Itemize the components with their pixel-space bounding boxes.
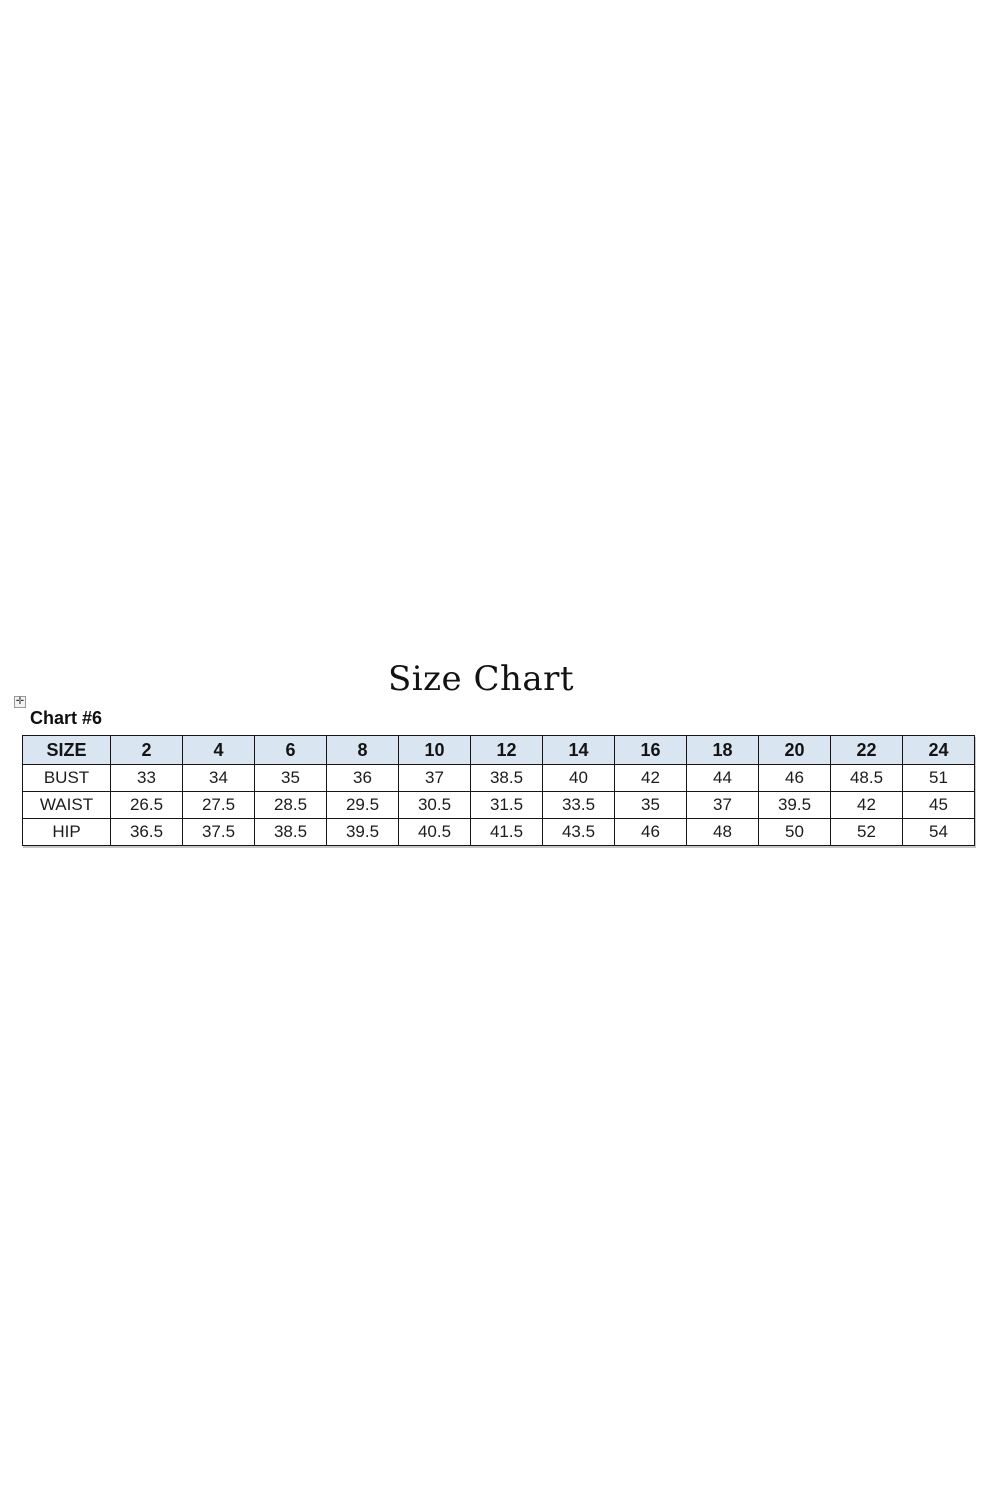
column-header: 20 [759, 736, 831, 765]
table-cell: 26.5 [111, 792, 183, 819]
table-cell: 39.5 [759, 792, 831, 819]
column-header: 18 [687, 736, 759, 765]
chart-number-label: Chart #6 [30, 708, 103, 728]
table-cell: 37 [687, 792, 759, 819]
table-cell: 50 [759, 819, 831, 846]
table-cell: 30.5 [399, 792, 471, 819]
column-header: 2 [111, 736, 183, 765]
table-cell: 35 [615, 792, 687, 819]
table-cell: 48 [687, 819, 759, 846]
column-header: SIZE [23, 736, 111, 765]
table-cell: 36.5 [111, 819, 183, 846]
table-row [23, 792, 975, 819]
row-label: HIP [23, 819, 111, 846]
table-cell: 52 [831, 819, 903, 846]
table-cell: 38.5 [255, 819, 327, 846]
column-header: 6 [255, 736, 327, 765]
table-cell: 40.5 [399, 819, 471, 846]
table-cell: 41.5 [471, 819, 543, 846]
table-cell: 42 [831, 792, 903, 819]
table-cell: 44 [687, 765, 759, 792]
column-header: 12 [471, 736, 543, 765]
size-table [22, 735, 975, 846]
row-label: WAIST [23, 792, 111, 819]
table-cell: 40 [543, 765, 615, 792]
table-cell: 42 [615, 765, 687, 792]
table-cell: 29.5 [327, 792, 399, 819]
table-cell: 28.5 [255, 792, 327, 819]
column-header: 16 [615, 736, 687, 765]
table-cell: 35 [255, 765, 327, 792]
column-header: 22 [831, 736, 903, 765]
table-move-handle-icon[interactable]: ✛ [15, 696, 25, 707]
table-cell: 54 [903, 819, 975, 846]
table-cell: 45 [903, 792, 975, 819]
table-cell: 38.5 [471, 765, 543, 792]
table-cell: 33.5 [543, 792, 615, 819]
table-cell: 39.5 [327, 819, 399, 846]
table-header-row [23, 736, 975, 765]
page-title: Size Chart [387, 659, 575, 699]
row-label: BUST [23, 765, 111, 792]
table-cell: 46 [759, 765, 831, 792]
table-cell: 34 [183, 765, 255, 792]
column-header: 10 [399, 736, 471, 765]
table-cell: 33 [111, 765, 183, 792]
column-header: 4 [183, 736, 255, 765]
table-cell: 48.5 [831, 765, 903, 792]
table-row [23, 765, 975, 792]
table-cell: 43.5 [543, 819, 615, 846]
table-cell: 37.5 [183, 819, 255, 846]
table-cell: 46 [615, 819, 687, 846]
column-header: 14 [543, 736, 615, 765]
column-header: 24 [903, 736, 975, 765]
column-header: 8 [327, 736, 399, 765]
table-cell: 27.5 [183, 792, 255, 819]
table-cell: 31.5 [471, 792, 543, 819]
table-cell: 51 [903, 765, 975, 792]
table-row [23, 819, 975, 846]
table-cell: 37 [399, 765, 471, 792]
table-cell: 36 [327, 765, 399, 792]
